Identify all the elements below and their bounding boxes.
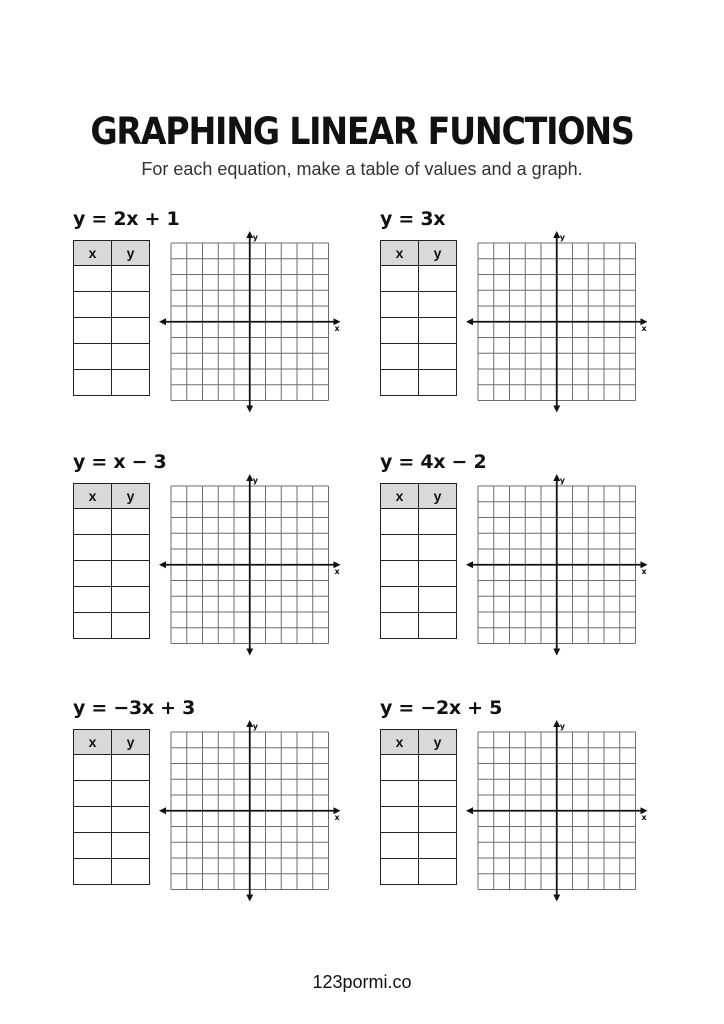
y-value-cell[interactable] (112, 613, 150, 639)
y-axis-down-arrow (553, 649, 560, 656)
x-value-cell[interactable] (381, 807, 419, 833)
y-axis-label: y (252, 476, 258, 485)
problem-6 (380, 696, 680, 916)
coordinate-grid[interactable] (468, 470, 658, 670)
y-value-cell[interactable] (419, 509, 457, 535)
x-value-cell[interactable] (381, 755, 419, 781)
y-axis-down-arrow (246, 406, 253, 413)
x-column-header: x (381, 730, 419, 755)
y-value-cell[interactable] (112, 266, 150, 292)
y-axis-down-arrow (246, 649, 253, 656)
y-column-header: y (112, 730, 150, 755)
x-axis-left-arrow (466, 807, 473, 814)
table-of-values (73, 240, 150, 396)
equation-label: y = −3x + 3 (73, 697, 195, 719)
x-value-cell[interactable] (381, 370, 419, 396)
y-value-cell[interactable] (419, 292, 457, 318)
x-value-cell[interactable] (381, 613, 419, 639)
x-value-cell[interactable] (381, 509, 419, 535)
y-value-cell[interactable] (112, 859, 150, 885)
table-of-values (380, 240, 457, 396)
y-value-cell[interactable] (419, 807, 457, 833)
y-value-cell[interactable] (419, 561, 457, 587)
coordinate-grid[interactable] (468, 716, 658, 916)
y-value-cell[interactable] (112, 587, 150, 613)
y-value-cell[interactable] (112, 755, 150, 781)
coordinate-grid[interactable] (468, 227, 658, 427)
x-axis-left-arrow (466, 318, 473, 325)
y-value-cell[interactable] (112, 509, 150, 535)
x-value-cell[interactable] (74, 535, 112, 561)
x-column-header: x (381, 484, 419, 509)
x-axis-label: x (334, 323, 340, 333)
y-column-header: y (419, 241, 457, 266)
x-value-cell[interactable] (381, 587, 419, 613)
x-value-cell[interactable] (74, 318, 112, 344)
y-value-cell[interactable] (419, 859, 457, 885)
x-axis-left-arrow (159, 561, 166, 568)
equation-label: y = 3x (380, 208, 446, 230)
y-axis-down-arrow (246, 895, 253, 902)
y-column-header: y (112, 241, 150, 266)
y-value-cell[interactable] (419, 781, 457, 807)
x-axis-label: x (334, 812, 340, 822)
table-of-values (380, 729, 457, 885)
y-value-cell[interactable] (419, 755, 457, 781)
table-of-values (380, 483, 457, 639)
y-column-header: y (419, 730, 457, 755)
y-value-cell[interactable] (419, 833, 457, 859)
x-value-cell[interactable] (381, 266, 419, 292)
page-subtitle: For each equation, make a table of values and a graph. (141, 159, 583, 179)
equation-label: y = 4x − 2 (380, 451, 487, 473)
x-value-cell[interactable] (381, 561, 419, 587)
y-value-cell[interactable] (112, 292, 150, 318)
y-value-cell[interactable] (112, 344, 150, 370)
x-value-cell[interactable] (381, 859, 419, 885)
x-axis-label: x (641, 812, 647, 822)
x-value-cell[interactable] (74, 561, 112, 587)
x-value-cell[interactable] (381, 781, 419, 807)
x-column-header: x (381, 241, 419, 266)
y-value-cell[interactable] (419, 266, 457, 292)
x-value-cell[interactable] (381, 833, 419, 859)
problem-5 (73, 696, 373, 916)
table-of-values (73, 729, 150, 885)
table-of-values (73, 483, 150, 639)
y-axis-label: y (252, 722, 258, 731)
x-value-cell[interactable] (74, 833, 112, 859)
x-axis-label: x (334, 566, 340, 576)
y-value-cell[interactable] (419, 344, 457, 370)
x-value-cell[interactable] (381, 318, 419, 344)
x-value-cell[interactable] (381, 344, 419, 370)
x-value-cell[interactable] (74, 292, 112, 318)
x-value-cell[interactable] (74, 370, 112, 396)
problem-1 (73, 207, 373, 427)
y-value-cell[interactable] (112, 318, 150, 344)
x-axis-left-arrow (159, 318, 166, 325)
y-value-cell[interactable] (112, 781, 150, 807)
equation-label: y = 2x + 1 (73, 208, 180, 230)
y-value-cell[interactable] (112, 833, 150, 859)
coordinate-grid[interactable] (161, 716, 351, 916)
equation-label: y = x − 3 (73, 451, 167, 473)
x-value-cell[interactable] (381, 292, 419, 318)
y-axis-label: y (559, 722, 565, 731)
x-axis-left-arrow (466, 561, 473, 568)
coordinate-grid[interactable] (161, 227, 351, 427)
x-value-cell[interactable] (74, 781, 112, 807)
x-axis-label: x (641, 323, 647, 333)
y-axis-down-arrow (553, 895, 560, 902)
x-value-cell[interactable] (74, 587, 112, 613)
x-value-cell[interactable] (74, 613, 112, 639)
problem-2 (380, 207, 680, 427)
x-axis-label: x (641, 566, 647, 576)
x-column-header: x (74, 241, 112, 266)
x-column-header: x (74, 484, 112, 509)
x-value-cell[interactable] (74, 266, 112, 292)
x-value-cell[interactable] (74, 755, 112, 781)
y-column-header: y (419, 484, 457, 509)
y-value-cell[interactable] (112, 370, 150, 396)
coordinate-grid[interactable] (161, 470, 351, 670)
x-value-cell[interactable] (74, 859, 112, 885)
y-axis-label: y (559, 476, 565, 485)
y-column-header: y (112, 484, 150, 509)
y-value-cell[interactable] (112, 535, 150, 561)
equation-label: y = −2x + 5 (380, 697, 502, 719)
problem-4 (380, 450, 680, 670)
y-value-cell[interactable] (419, 587, 457, 613)
x-axis-left-arrow (159, 807, 166, 814)
problem-3 (73, 450, 373, 670)
y-axis-label: y (252, 233, 258, 242)
x-value-cell[interactable] (74, 509, 112, 535)
y-axis-down-arrow (553, 406, 560, 413)
x-value-cell[interactable] (74, 807, 112, 833)
footer-site: 123pormi.co (312, 972, 412, 992)
page-title: GRAPHING LINEAR FUNCTIONS (90, 110, 634, 153)
y-value-cell[interactable] (112, 561, 150, 587)
y-value-cell[interactable] (419, 535, 457, 561)
x-value-cell[interactable] (74, 344, 112, 370)
y-value-cell[interactable] (112, 807, 150, 833)
x-value-cell[interactable] (381, 535, 419, 561)
y-axis-label: y (559, 233, 565, 242)
x-column-header: x (74, 730, 112, 755)
y-value-cell[interactable] (419, 318, 457, 344)
y-value-cell[interactable] (419, 370, 457, 396)
y-value-cell[interactable] (419, 613, 457, 639)
